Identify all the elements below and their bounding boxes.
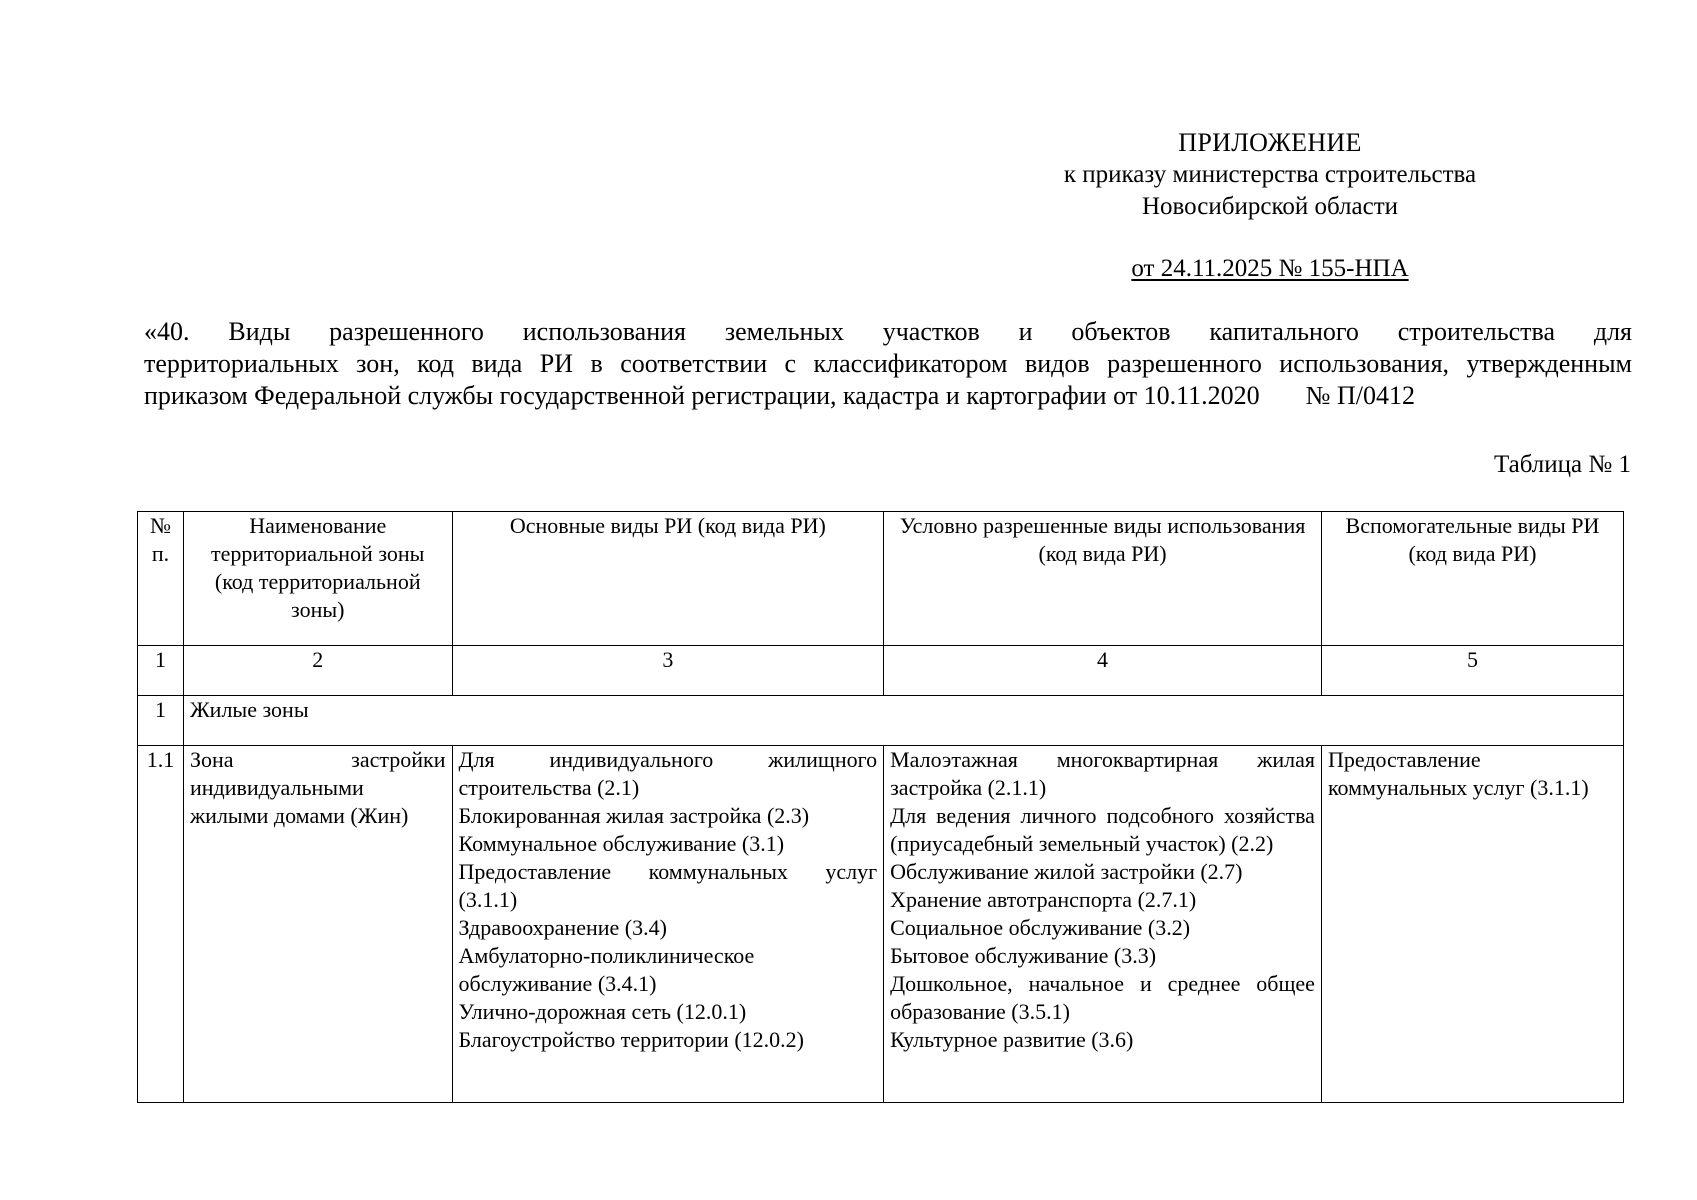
- intro-paragraph: [144, 316, 1632, 412]
- section-row: [138, 696, 1624, 746]
- header-zone-name: Наименование территориальной зоны (код территориальной зоны): [183, 512, 452, 646]
- column-number-row: [138, 646, 1624, 696]
- list-item: Для индивидуального жилищного строительства (2.1): [458, 747, 878, 800]
- appendix-title: ПРИЛОЖЕНИЕ: [1178, 128, 1362, 157]
- column-number: 4: [884, 646, 1322, 696]
- list-item: Коммунальное обслуживание (3.1): [458, 831, 785, 856]
- row-number: 1.1: [138, 746, 184, 1103]
- header-number: № п.: [138, 512, 184, 646]
- appendix-line-1: к приказу министерства строительства: [1063, 161, 1477, 188]
- intro-line-3-text: приказом Федеральной службы государственной регистрации, кадастра и картографии от 10.11.2020: [144, 381, 1260, 410]
- list-item: Для ведения личного подсобного хозяйства (приусадебный земельный участок) (2.2): [890, 803, 1315, 856]
- column-number: 5: [1321, 646, 1623, 696]
- intro-order-number: № П/0412: [1305, 381, 1415, 410]
- section-number: 1: [138, 696, 184, 746]
- list-item: Благоустройство территории (12.0.2): [458, 1027, 804, 1052]
- list-item: Улично-дорожная сеть (12.0.1): [458, 999, 747, 1024]
- header-conditional-uses: Условно разрешенные виды использования (код вида РИ): [884, 512, 1322, 646]
- table-header-row: [138, 512, 1624, 646]
- list-item: Малоэтажная многоквартирная жилая застройка (2.1.1): [890, 747, 1315, 800]
- table-row: [138, 746, 1624, 1103]
- main-uses-list: [452, 746, 884, 1103]
- list-item: Хранение автотранспорта (2.7.1): [890, 887, 1197, 912]
- list-item: Обслуживание жилой застройки (2.7): [890, 859, 1243, 884]
- list-item: Амбулаторно-поликлиническое обслуживание (3.4.1): [458, 943, 755, 996]
- land-use-table: [137, 511, 1624, 1103]
- appendix-header: [1000, 127, 1540, 285]
- appendix-line-2: Новосибирской области: [1141, 193, 1399, 220]
- list-item: Дошкольное, начальное и среднее общее образование (3.5.1): [890, 971, 1315, 1024]
- order-reference: от 24.11.2025 № 155-НПА: [1131, 255, 1409, 282]
- conditional-uses-list: [884, 746, 1322, 1103]
- list-item: Здравоохранение (3.4): [458, 915, 667, 940]
- section-name: Жилые зоны: [183, 696, 1623, 746]
- column-number: 1: [138, 646, 184, 696]
- column-number: 2: [183, 646, 452, 696]
- zone-name: Зона застройки индивидуальными жилыми домами (Жин): [183, 746, 452, 1103]
- header-auxiliary-uses: Вспомогательные виды РИ (код вида РИ): [1321, 512, 1623, 646]
- list-item: Предоставление коммунальных услуг (3.1.1): [1327, 747, 1589, 800]
- list-item: Социальное обслуживание (3.2): [890, 915, 1191, 940]
- table-label: Таблица № 1: [1493, 451, 1631, 478]
- list-item: Блокированная жилая застройка (2.3): [458, 803, 810, 828]
- list-item: Предоставление коммунальных услуг (3.1.1): [458, 859, 878, 912]
- auxiliary-uses-list: [1321, 746, 1623, 1103]
- list-item: Бытовое обслуживание (3.3): [890, 943, 1157, 968]
- list-item: Культурное развитие (3.6): [890, 1027, 1134, 1052]
- intro-line-1: «40. Виды разрешенного использования земельных участков и объектов капитального строительства для: [144, 317, 1632, 346]
- intro-line-2: территориальных зон, код вида РИ в соответствии с классификатором видов разрешенного использования, утвержденным: [144, 349, 1632, 378]
- header-main-uses: Основные виды РИ (код вида РИ): [452, 512, 884, 646]
- intro-line-3: [144, 380, 1632, 412]
- column-number: 3: [452, 646, 884, 696]
